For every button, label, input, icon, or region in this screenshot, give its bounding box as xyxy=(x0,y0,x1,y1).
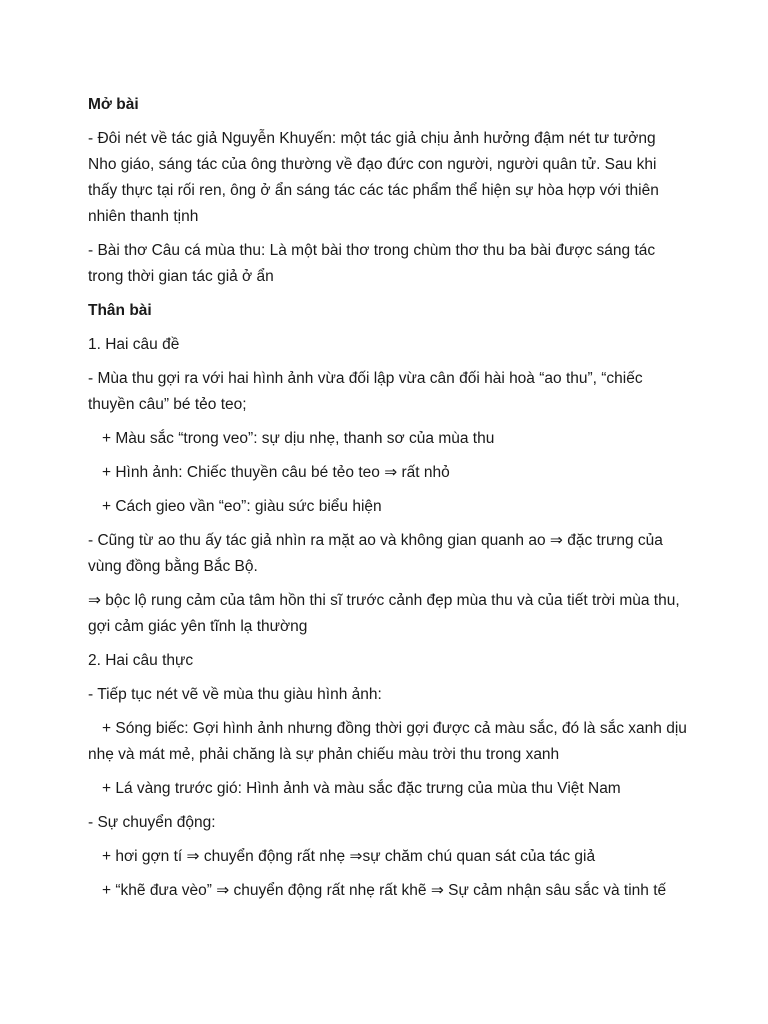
bullet-color: + Màu sắc “trong veo”: sự dịu nhẹ, thanh sơ của mùa thu xyxy=(102,430,495,447)
paragraph-continue-drawing: - Tiếp tục nét vẽ về mùa thu giàu hình ảnh: xyxy=(88,686,382,703)
paragraph-autumn-images: - Mùa thu gợi ra với hai hình ảnh vừa đối lập vừa cân đối hài hoà “ao thu”, “chiếc thuyền câu” bé tẻo teo; xyxy=(88,370,643,413)
subsection-heading-hai-cau-thuc: 2. Hai câu thực xyxy=(88,652,194,669)
paragraph-emotion: ⇒ bộc lộ rung cảm của tâm hồn thi sĩ trước cảnh đẹp mùa thu và của tiết trời mùa thu, gợi cảm giác yên tĩnh lạ thường xyxy=(88,592,680,635)
paragraph-movement: - Sự chuyển động: xyxy=(88,814,216,831)
paragraph-author-intro: - Đôi nét về tác giả Nguyễn Khuyến: một tác giả chịu ảnh hưởng đậm nét tư tưởng Nho giáo, sáng tác của ông thường về đạo đức con người, người quân tử. Sau khi thấy thực tại rối ren, ông ở ẩn sáng tác các tác phẩm thể hiện sự hòa hợp với thiên nhiên thanh tịnh xyxy=(88,130,659,225)
bullet-rhyme: + Cách gieo vần “eo”: giàu sức biểu hiện xyxy=(102,498,382,515)
bullet-blue-waves: + Sóng biếc: Gợi hình ảnh nhưng đồng thời gợi được cả màu sắc, đó là sắc xanh dịu nhẹ và mát mẻ, phải chăng là sự phản chiếu màu trời thu trong xanh xyxy=(88,720,687,763)
subsection-heading-hai-cau-de: 1. Hai câu đề xyxy=(88,336,180,353)
bullet-gentle-swirl: + “khẽ đưa vèo” ⇒ chuyển động rất nhẹ rất khẽ ⇒ Sự cảm nhận sâu sắc và tinh tế xyxy=(102,882,667,899)
bullet-slight-ripple: + hơi gợn tí ⇒ chuyển động rất nhẹ ⇒sự chăm chú quan sát của tác giả xyxy=(102,848,596,865)
section-heading-mo-bai: Mở bài xyxy=(88,96,139,113)
paragraph-pond-space: - Cũng từ ao thu ấy tác giả nhìn ra mặt ao và không gian quanh ao ⇒ đặc trưng của vùng đồng bằng Bắc Bộ. xyxy=(88,532,663,575)
section-heading-than-bai: Thân bài xyxy=(88,302,152,319)
paragraph-poem-intro: - Bài thơ Câu cá mùa thu: Là một bài thơ trong chùm thơ thu ba bài được sáng tác trong thời gian tác giả ở ẩn xyxy=(88,242,656,285)
bullet-image: + Hình ảnh: Chiếc thuyền câu bé tẻo teo ⇒ rất nhỏ xyxy=(102,464,450,481)
document-page xyxy=(88,92,688,912)
bullet-yellow-leaves: + Lá vàng trước gió: Hình ảnh và màu sắc đặc trưng của mùa thu Việt Nam xyxy=(102,780,621,797)
